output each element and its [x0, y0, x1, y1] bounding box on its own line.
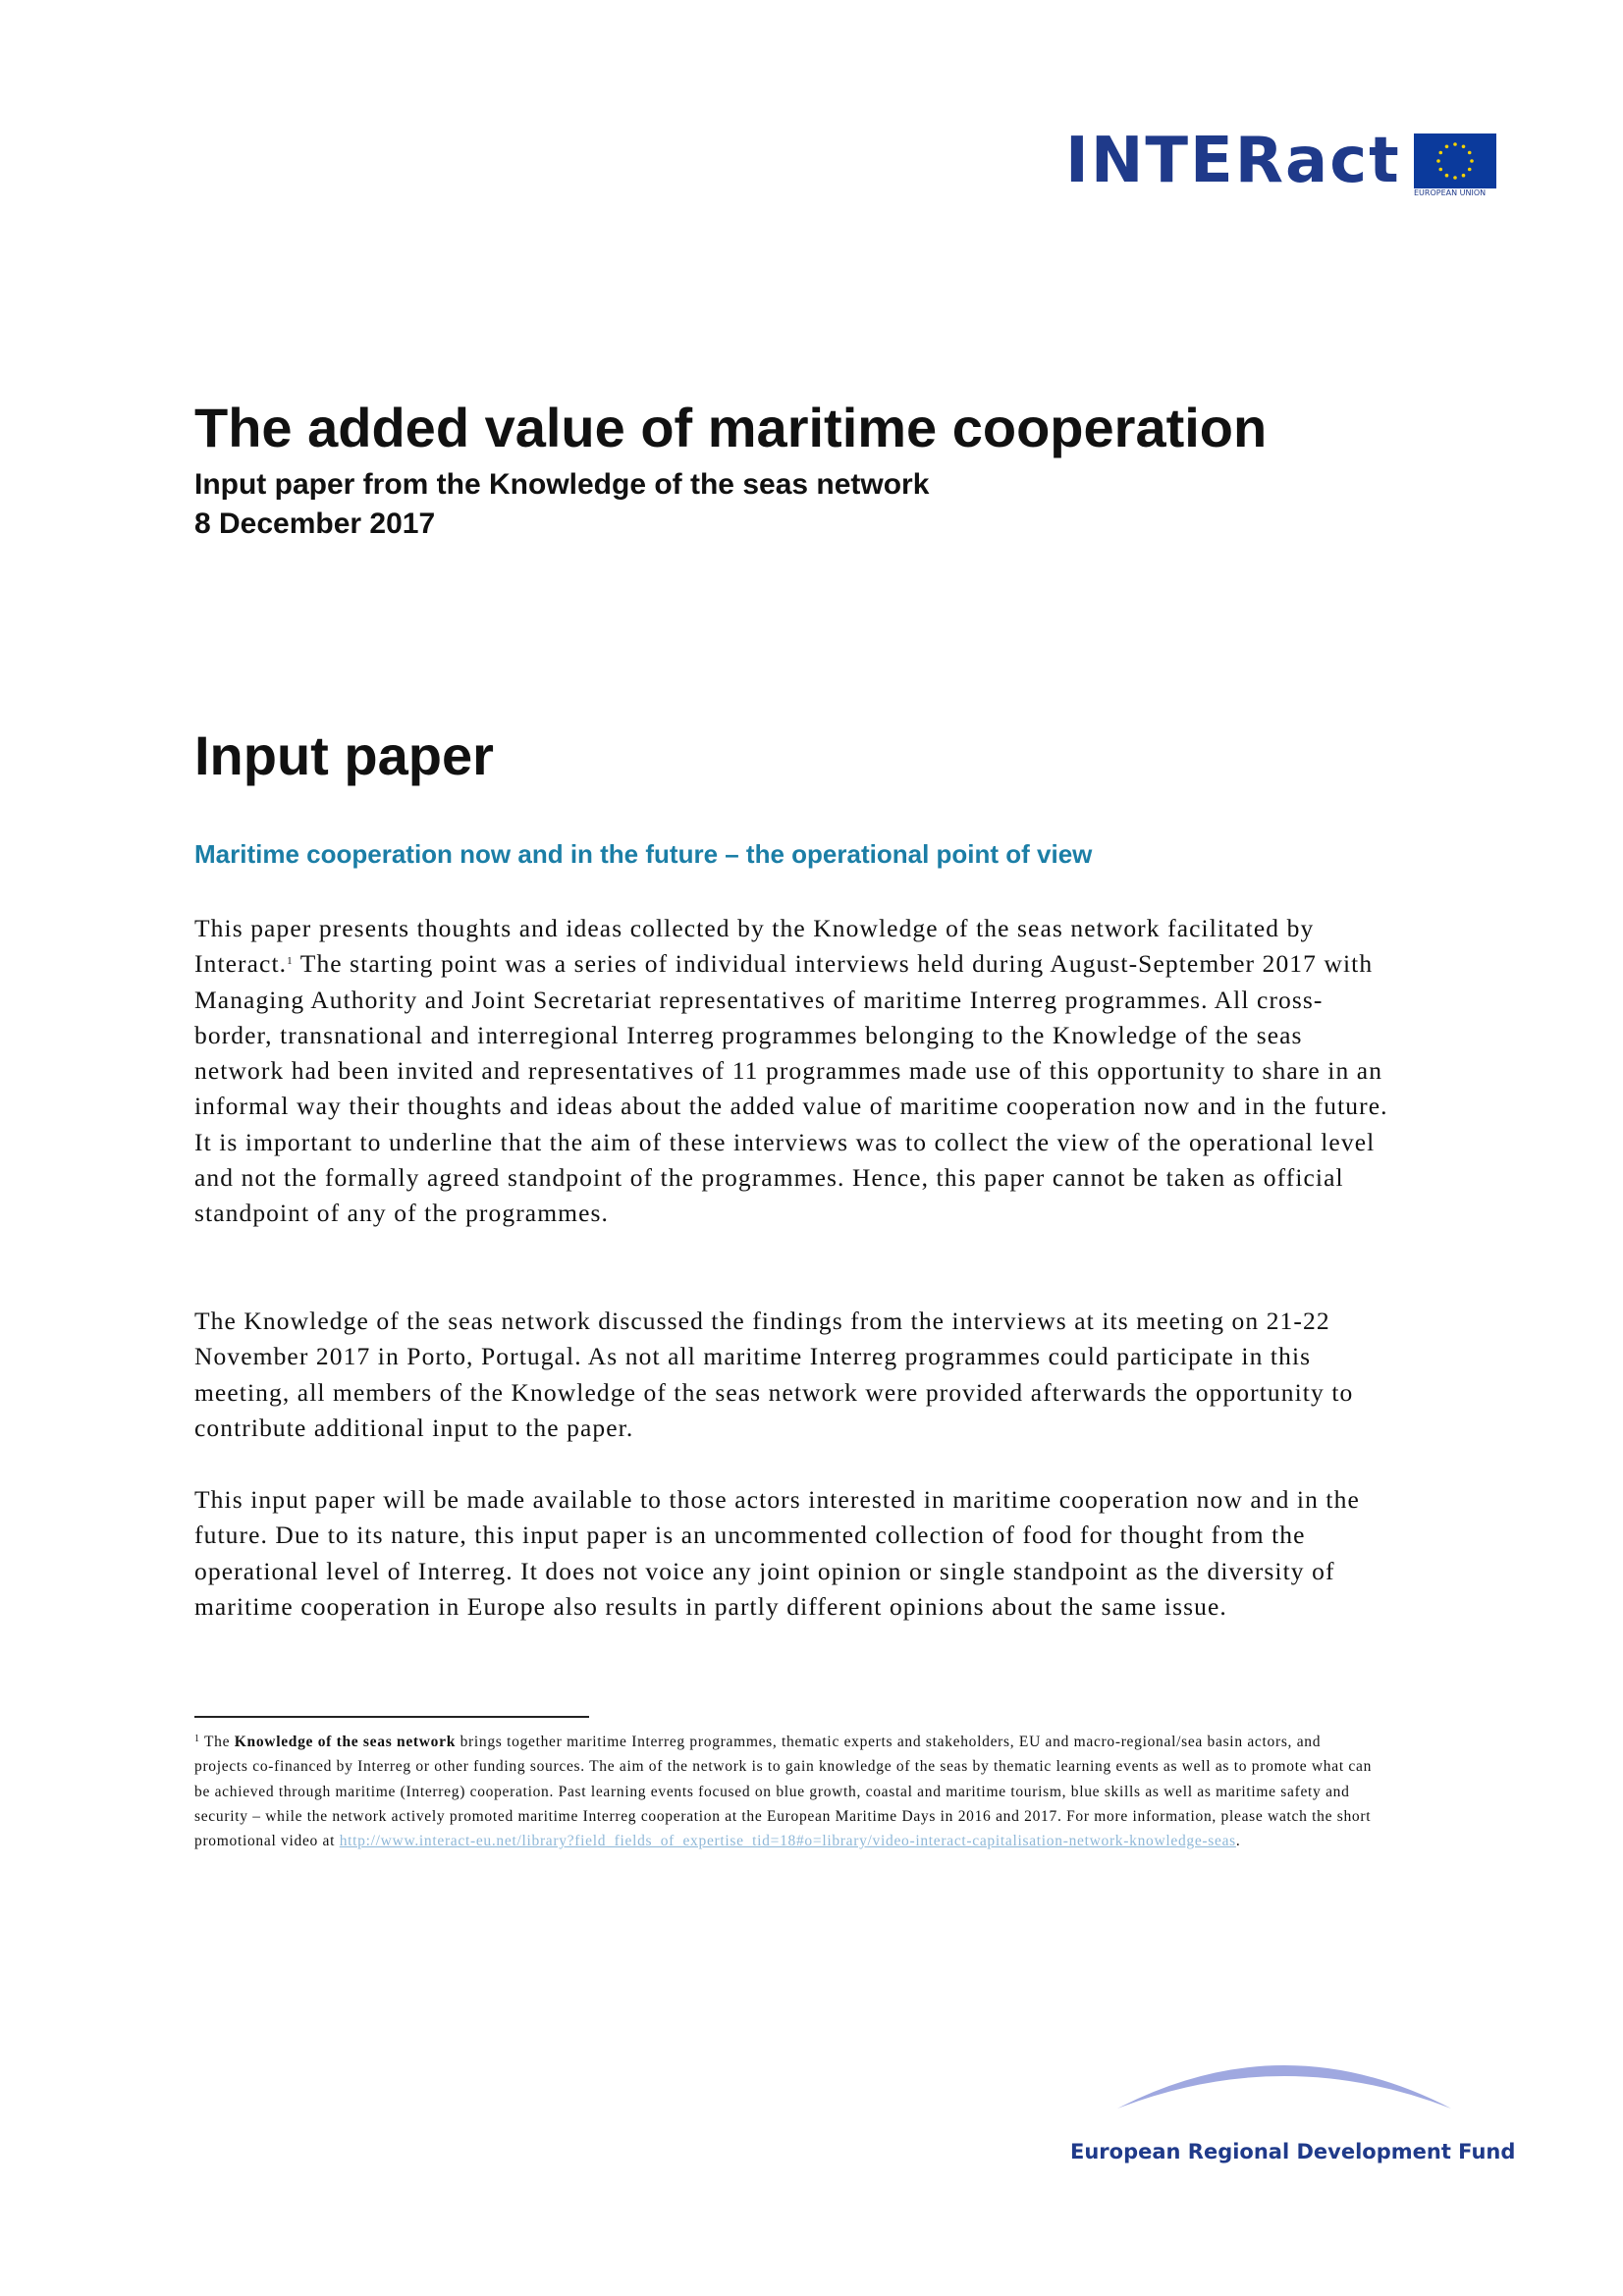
interact-logo: INTERact: [1065, 125, 1401, 197]
eu-star-icon: [1445, 144, 1449, 148]
eu-star-icon: [1453, 142, 1457, 146]
footnote-divider: [194, 1716, 589, 1718]
document-title: The added value of maritime cooperation: [194, 397, 1268, 458]
section-subheading: Maritime cooperation now and in the future – the operational point of view: [194, 839, 1093, 869]
section-heading: Input paper: [194, 724, 494, 786]
eu-star-icon: [1468, 168, 1472, 172]
document-subtitle: Input paper from the Knowledge of the seas network: [194, 468, 930, 501]
eu-star-icon: [1468, 151, 1472, 155]
eu-star-icon: [1462, 144, 1466, 148]
eu-label: EUROPEAN UNION: [1414, 188, 1487, 197]
footnote-reference[interactable]: 1: [287, 955, 294, 968]
paragraph-1-part-a: This paper presents thoughts and ideas collected by the Knowledge of the seas network facilitated by Interact.: [194, 914, 1315, 979]
document-date: 8 December 2017: [194, 507, 436, 540]
header-logos: [1065, 125, 1497, 208]
eu-star-icon: [1438, 168, 1442, 172]
footnote-lead: The: [199, 1734, 235, 1750]
footnote: [194, 1730, 1373, 1853]
eu-star-icon: [1462, 174, 1466, 178]
eu-star-icon: [1470, 159, 1474, 163]
eu-star-icon: [1438, 151, 1442, 155]
footnote-bold-term: Knowledge of the seas network: [234, 1734, 457, 1750]
footnote-link[interactable]: http://www.interact-eu.net/library?field_fields_of_expertise_tid=18#o=library/video-interact-capitalisation-network-knowledge-seas: [339, 1833, 1236, 1850]
erdf-arc-icon: [1108, 2052, 1461, 2110]
footnote-marker: 1: [194, 1734, 200, 1744]
paragraph-2: The Knowledge of the seas network discussed the findings from the interviews at its meeting on 21-22 November 2017 in Porto, Portugal. As not all maritime Interreg programmes could participate in this meeting, all members of the Knowledge of the seas network were provided afterwards the opportunity to contribute additional input to the paper.: [194, 1307, 1354, 1442]
eu-star-icon: [1453, 176, 1457, 180]
footnote-text: brings together maritime Interreg programmes, thematic experts and stakeholders, EU and macro-regional/sea basin actors, and projects co-financed by Interreg or other funding sources. The aim of the network is to gain knowledge of the seas by thematic learning events as well as to promote what can be achieved through maritime (Interreg) cooperation. Past learning events focused on blue growth, coastal and maritime tourism, blue skills as well as maritime safety and security – while the network actively promoted maritime Interreg cooperation at the European Maritime Days in 2016 and 2017. For more information, please watch the short promotional video at: [194, 1734, 1373, 1850]
footnote-trailing: .: [1235, 1833, 1241, 1850]
eu-star-icon: [1445, 174, 1449, 178]
paragraph-1: [194, 911, 1392, 1232]
eu-star-icon: [1436, 159, 1440, 163]
fund-label: European Regional Development Fund: [1070, 2140, 1516, 2163]
paragraph-3: This input paper will be made available to those actors interested in maritime cooperation now and in the future. Due to its nature, this input paper is an uncommented collection of food for thought from the operational level of Interreg. It does not voice any joint opinion or single standpoint as the diversity of maritime cooperation in Europe also results in partly different opinions about the same issue.: [194, 1485, 1360, 1621]
paragraph-1-part-b: The starting point was a series of individual interviews held during August-September 2017 with Managing Authority and Joint Secretariat representatives of maritime Interreg programmes. All cross-border, transnational and interregional Interreg programmes belonging to the Knowledge of the seas network had been invited and representatives of 11 programmes made use of this opportunity to share in an informal way their thoughts and ideas about the added value of maritime cooperation now and in the future. It is important to underline that the aim of these interviews was to collect the view of the operational level and not the formally agreed standpoint of the programmes. Hence, this paper cannot be taken as official standpoint of any of the programmes.: [194, 949, 1388, 1228]
